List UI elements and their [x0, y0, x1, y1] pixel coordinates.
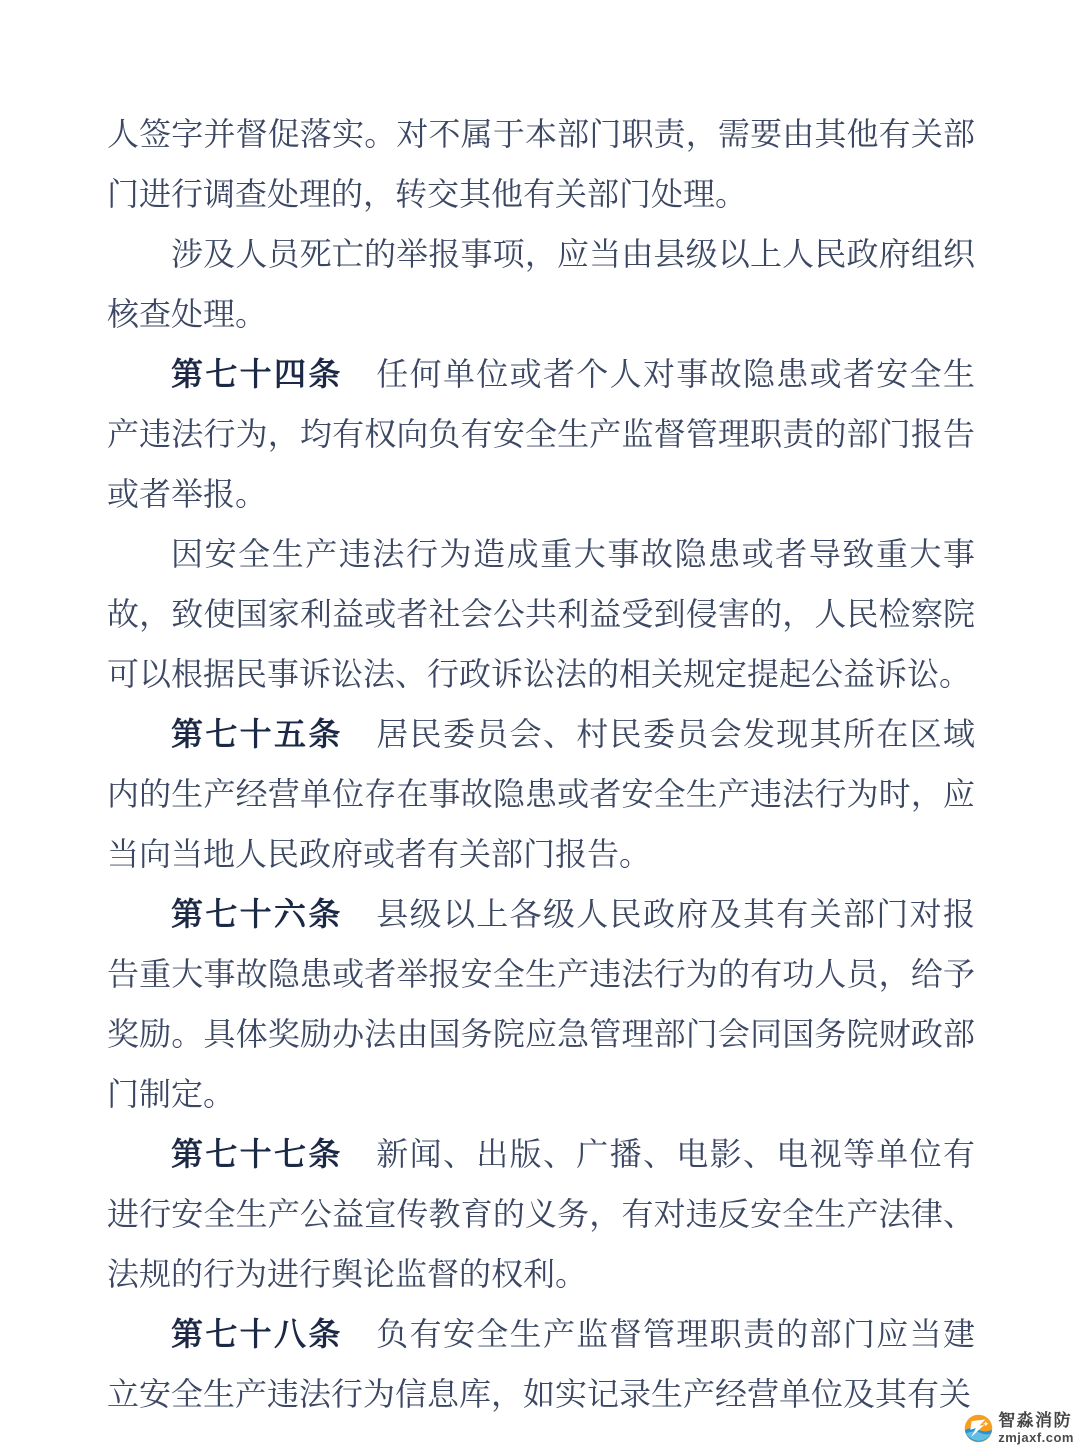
article-body: 居民委员会、村民委员会发现其所在区域内的生产经营单位存在事故隐患或者安全生产违法行为时，应当向当地人民政府或者有关部门报告。: [107, 716, 975, 872]
article-number: 第七十七条: [171, 1136, 343, 1172]
paragraph-article-78: [107, 1304, 975, 1424]
zhimiao-logo-icon: [963, 1413, 994, 1444]
paragraph-continuation: 人签字并督促落实。对不属于本部门职责，需要由其他有关部门进行调查处理的，转交其他有关部门处理。: [107, 116, 975, 212]
article-body: 县级以上各级人民政府及其有关部门对报告重大事故隐患或者举报安全生产违法行为的有功人员，给予奖励。具体奖励办法由国务院应急管理部门会同国务院财政部门制定。: [107, 896, 975, 1112]
legal-article-text: [107, 104, 975, 1424]
article-number: 第七十八条: [171, 1316, 343, 1352]
paragraph-article-76: [107, 884, 975, 1124]
article-number: 第七十六条: [171, 896, 343, 932]
article-body: 新闻、出版、广播、电影、电视等单位有进行安全生产公益宣传教育的义务，有对违反安全生产法律、法规的行为进行舆论监督的权利。: [107, 1136, 975, 1292]
watermark-url: zmjaxf.com: [998, 1430, 1074, 1445]
watermark-text: [998, 1412, 1074, 1444]
paragraph-article-77: [107, 1124, 975, 1304]
watermark: [963, 1412, 1074, 1444]
watermark-brand-name: 智淼消防: [998, 1411, 1073, 1430]
paragraph-article-74: [107, 344, 975, 524]
article-number: 第七十五条: [171, 716, 343, 752]
article-body: 任何单位或者个人对事故隐患或者安全生产违法行为，均有权向负有安全生产监督管理职责的部门报告或者举报。: [107, 356, 975, 512]
paragraph: 涉及人员死亡的举报事项，应当由县级以上人民政府组织核查处理。: [107, 236, 975, 332]
paragraph: 因安全生产违法行为造成重大事故隐患或者导致重大事故，致使国家利益或者社会公共利益受到侵害的，人民检察院可以根据民事诉讼法、行政诉讼法的相关规定提起公益诉讼。: [107, 536, 975, 692]
paragraph-article-75: [107, 704, 975, 884]
article-body: 负有安全生产监督管理职责的部门应当建立安全生产违法行为信息库，如实记录生产经营单位及其有关: [107, 1316, 975, 1412]
article-number: 第七十四条: [171, 356, 343, 392]
